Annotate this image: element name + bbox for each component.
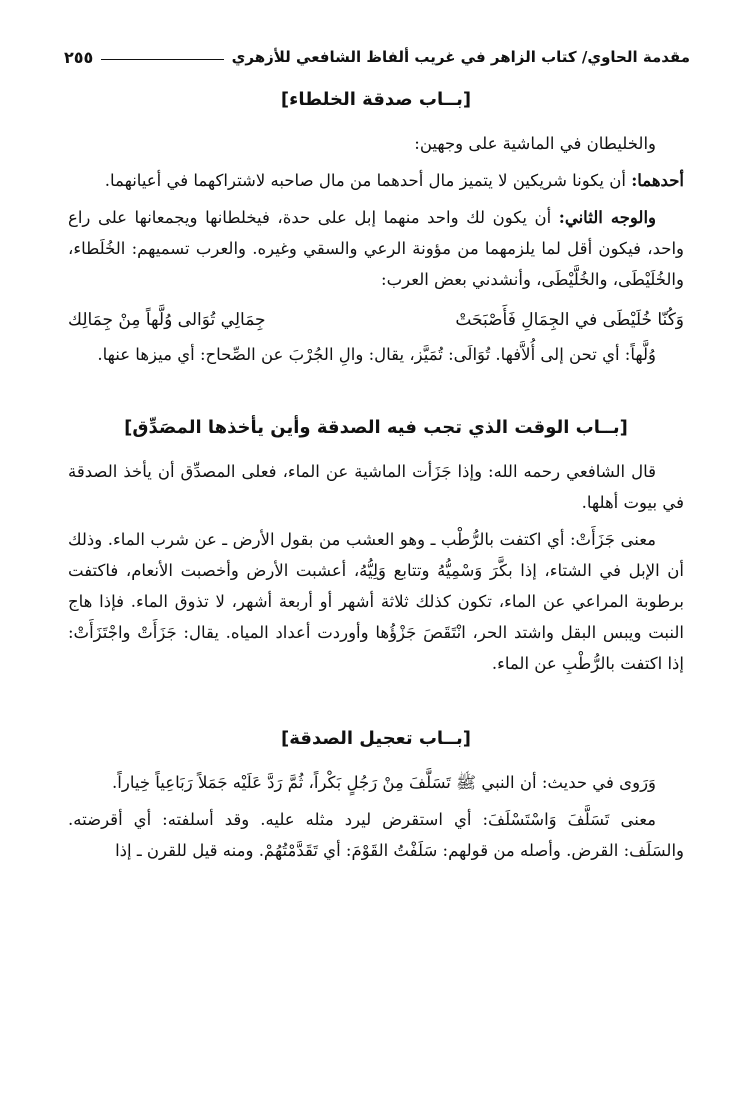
header-title: مقدمة الحاوي/ كتاب الزاهر في غريب ألفاظ الشافعي للأزهري bbox=[231, 48, 690, 66]
case-text: أن يكون لك واحد منهما إبل على حدة، فيخلطانها ويجمعانها على راع واحد، فيكون أقل لما يلزمهما من مؤونة الرعي والسقي وغيره. والعرب تسميهم: الخُلَطاء، والخُلَيْطَى، والخُلَّيْطَى، وأنشدني بعض العرب: bbox=[68, 208, 684, 289]
paragraph: معنى جَزَأَتْ: أي اكتفت بالرُّطْب ـ وهو العشب من بقول الأرض ـ عن شرب الماء. وذلك أن الإبل في الشتاء، إذا بكَّرَ وَسْمِيُّهُ وتتابع وَلِيُّهُ، أعشبت الأرض وأخصبت الأنعام، فاكتفت برطوبة المراعي عن الماء، تكون كذلك ثلاثة أشهر أو أربعة أشهر، لا تذوق الماء. فإذا هاج النبت ويبس البقل واشتد الحر، انْتَقَصَ جَزْؤُها وأوردت أعداد المياه. يقال: جَزَأَتْ واجْتَزَأَتْ: إذا اكتفت بالرُّطْبِ عن الماء. bbox=[68, 530, 684, 673]
running-head bbox=[64, 46, 690, 68]
paragraph: وَرَوى في حديث: أن النبي ﷺ تَسَلَّفَ مِنْ رَجُلٍ بَكْراً، ثُمَّ رَدَّ عَلَيْه جَمَلاً رَبَاعِياً خِياراً. bbox=[112, 773, 656, 792]
paragraph: قال الشافعي رحمه الله: وإذا جَزَأت الماشية عن الماء، فعلى المصدِّق أن يأخذ الصدقة في بيوت أهلها. bbox=[68, 462, 684, 512]
paragraph: معنى تَسَلَّفَ وَاسْتَسْلَفَ: أي استقرض ليرد مثله عليه. وقد أسلفته: أي أقرضته. والسَلَف: القرض. وأصله من قولهم: سَلَفْتُ القَوْمَ: أي تَقَدَّمْتُهُمْ. ومنه قيل للقرن ـ إذا bbox=[68, 810, 684, 860]
case-label: أحدهما: bbox=[631, 171, 684, 190]
paragraph-gloss: وُلَّهاً: أي تحن إلى أُلاَّفها. تُوَالَى: تُمَيَّز، يقال: والِ الجُرْبَ عن الصِّحاح: أي ميزها عنها. bbox=[97, 345, 656, 364]
case-label: والوجه الثاني: bbox=[558, 208, 657, 227]
chapter-heading-early-zakat: [بــاب تعجيل الصدقة] bbox=[281, 728, 471, 749]
page-body bbox=[68, 86, 684, 872]
paragraph-first-case bbox=[68, 165, 684, 196]
case-text: أن يكونا شريكين لا يتميز مال أحدهما من مال صاحبه لاشتراكهما في أعيانهما. bbox=[104, 171, 632, 190]
verse-first-hemistich: وَكُنّا خُلَيْطَى في الجِمَالِ فَأَصْبَحَتْ bbox=[455, 310, 684, 330]
chapter-heading-zakat-timing: [بــاب الوقت الذي تجب فيه الصدقة وأين يأخذها المصَدِّق] bbox=[124, 417, 628, 438]
paragraph-second-case bbox=[68, 202, 684, 295]
poetry-verse bbox=[68, 301, 684, 339]
verse-second-hemistich: جِمَالِي تُوَالى وُلَّهاً مِنْ جِمَالِك bbox=[68, 310, 266, 330]
page-number: ٢٥٥ bbox=[64, 47, 94, 67]
header-rule bbox=[101, 59, 223, 60]
paragraph: والخليطان في الماشية على وجهين: bbox=[414, 134, 656, 153]
chapter-heading-partners-zakat: [بــاب صدقة الخلطاء] bbox=[280, 89, 472, 110]
